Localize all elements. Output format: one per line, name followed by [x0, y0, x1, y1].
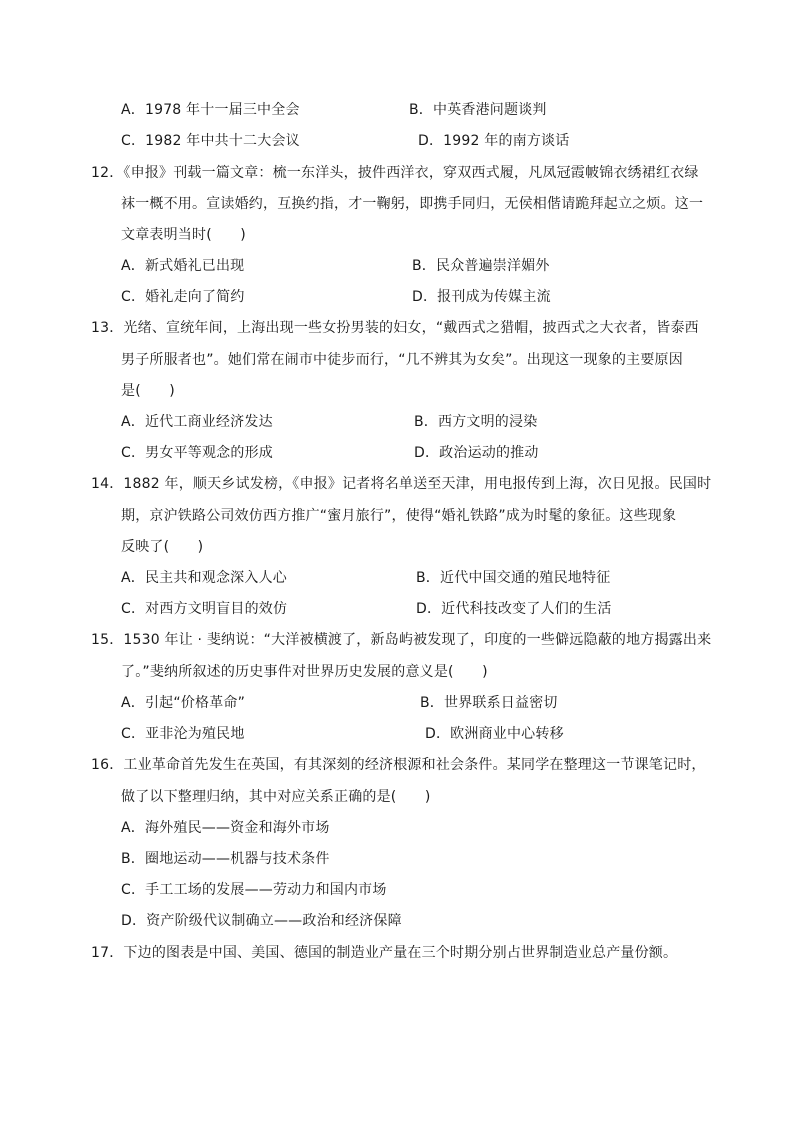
q14-stem-line-3: 反映了( ): [121, 539, 204, 555]
q11-option-c: C．1982 年中共十二大会议: [121, 133, 300, 149]
q14-stem-line-2: 期，京沪铁路公司效仿西方推广“蜜月旅行”，使得“婚礼铁路”成为时髦的象征。这些现象: [121, 508, 677, 524]
q15-option-c: C．亚非沦为殖民地: [121, 726, 245, 742]
q13-stem-line-2: 男子所服者也”。她们常在闹市中徒步而行，“几不辨其为女矣”。出现这一现象的主要原因: [121, 352, 683, 368]
q13-stem-line-3: 是( ): [121, 383, 175, 399]
q15-option-b: B．世界联系日益密切: [420, 695, 558, 711]
q15-option-d: D．欧洲商业中心转移: [425, 726, 564, 742]
q14-option-d: D．近代科技改变了人们的生活: [416, 601, 612, 617]
q16-option-d: D．资产阶级代议制确立——政治和经济保障: [121, 913, 402, 929]
q17-stem-line-1: 17．下边的图表是中国、美国、德国的制造业产量在三个时期分别占世界制造业总产量份额。: [91, 945, 678, 961]
q16-option-c: C．手工工场的发展——劳动力和国内市场: [121, 882, 387, 898]
q12-option-d: D．报刊成为传媒主流: [412, 289, 551, 305]
q15-option-a: A．引起“价格革命”: [121, 695, 246, 711]
q14-option-c: C．对西方文明盲目的效仿: [121, 601, 288, 617]
q11-option-d: D．1992 年的南方谈话: [418, 133, 570, 149]
q16-stem-line-2: 做了以下整理归纳，其中对应关系正确的是( ): [121, 789, 431, 805]
q12-option-a: A．新式婚礼已出现: [121, 258, 245, 274]
q11-option-b: B．中英香港问题谈判: [409, 102, 547, 118]
q16-stem-line-1: 16．工业革命首先发生在英国，有其深刻的经济根源和社会条件。某同学在整理这一节课笔记时，: [91, 757, 706, 773]
q16-option-a: A．海外殖民——资金和海外市场: [121, 820, 330, 836]
q13-stem-line-1: 13．光绪、宣统年间，上海出现一些女扮男装的妇女，“戴西式之猎帽，披西式之大衣者，皆泰西: [91, 320, 699, 336]
q13-option-a: A．近代工商业经济发达: [121, 414, 273, 430]
q14-option-b: B．近代中国交通的殖民地特征: [416, 570, 611, 586]
q12-stem-line-3: 文章表明当时( ): [121, 227, 246, 243]
q14-option-a: A．民主共和观念深入人心: [121, 570, 287, 586]
q14-stem-line-1: 14．1882 年，顺天乡试发榜，《申报》记者将名单送至天津，用电报传到上海，次日见报。民国时: [91, 476, 712, 492]
q12-stem-line-1: 12．《申报》刊载一篇文章：梳一东洋头，披件西洋衣，穿双西式履，凡凤冠霞帔锦衣绣裙红衣绿: [91, 165, 699, 181]
q13-option-d: D．政治运动的推动: [414, 445, 539, 461]
q13-option-b: B．西方文明的浸染: [414, 414, 538, 430]
q16-option-b: B．圈地运动——机器与技术条件: [121, 851, 330, 867]
q12-stem-line-2: 袜一概不用。宣读婚约，互换约指，才一鞠躬，即携手同归，无侯相偕请跪拜起立之烦。这一: [121, 196, 704, 212]
q15-stem-line-2: 了。”斐纳所叙述的历史事件对世界历史发展的意义是( ): [121, 664, 488, 680]
q12-option-b: B．民众普遍崇洋媚外: [412, 258, 550, 274]
q13-option-c: C．男女平等观念的形成: [121, 445, 273, 461]
q15-stem-line-1: 15．1530 年让 · 斐纳说：“大洋被横渡了，新岛屿被发现了，印度的一些僻远隐蔽的地方揭露出来: [91, 632, 712, 648]
q11-option-a: A．1978 年十一届三中全会: [121, 102, 300, 118]
q12-option-c: C．婚礼走向了简约: [121, 289, 245, 305]
